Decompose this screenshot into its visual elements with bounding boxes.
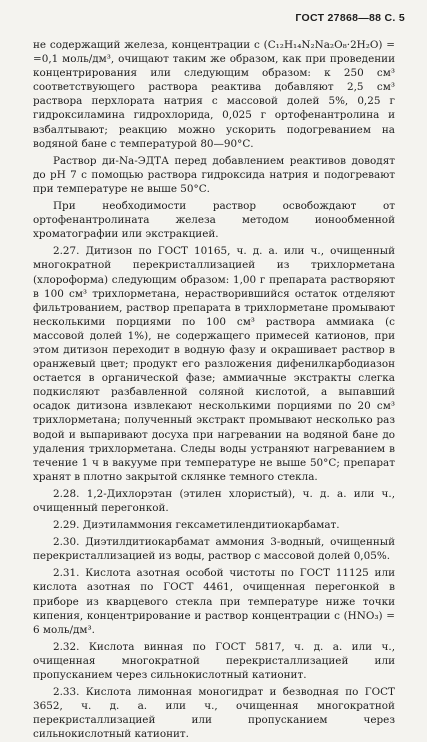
document-body [33,38,395,742]
paragraph-2-29: 2.29. Диэтиламмония гексаметилендитиокарбамат. [53,519,340,532]
paragraph-2-30: 2.30. Диэтилдитиокарбамат аммония 3-водный, очищенный перекристаллизацией из воды, раствор с массовой долей 0,05%. [33,536,395,563]
paragraph-continuation: не содержащий железа, концентрации c (C₁₂H₁₄N₂Na₂O₈·2H₂O) = =0,1 моль/дм³, очищают таким же образом, как при проведении концентрирования или следующим образом: к 250 см³ соответствующего раствора реактива добавляют 2,5 см³ раствора перхлората натрия с массовой долей 5%, 0,25 г гидроксиламина гидрохлорида, 0,025 г ортофенантролина и взбалтывают; реакцию можно ускорить подогреванием на водяной бане с температурой 80—90°С. [33,39,395,150]
paragraph-edta-ph: Раствор ди-Na-ЭДТА перед добавлением реактивов доводят до рН 7 с помощью раствора гидроксида натрия и подогревают при температуре не выше 50°С. [33,154,395,195]
paragraph-2-32: 2.32. Кислота винная по ГОСТ 5817, ч. д. а. или ч., очищенная многократной перекристаллизацией или пропусканием через сильнокислотный катионит. [33,640,395,682]
paragraph-purification-note: При необходимости раствор освобождают от ортофенантролината железа методом ионообменной хроматографии или экстракцией. [33,200,395,241]
running-header: ГОСТ 27868—88 С. 5 [295,12,405,24]
paragraph-2-33: 2.33. Кислота лимонная моногидрат и безводная по ГОСТ 3652, ч. д. а. или ч., очищенная многократной перекристаллизацией или пропусканием через сильнокислотный катионит. [33,686,395,741]
paragraph-2-27: 2.27. Дитизон по ГОСТ 10165, ч. д. а. или ч., очищенный многократной перекристаллизацией из трихлорметана (хлороформа) следующим образом: 1,00 г препарата растворяют в 100 см³ трихлорметана, нерастворившийся остаток отделяют фильтрованием, раствор препарата в трихлорметане промывают несколькими порциями по 100 см³ раствора аммиака (с массовой долей 1%), не содержащего примесей катионов, при этом дитизон переходит в водную фазу и окрашивает раствор в оранжевый цвет; продукт его разложения дифенилкарбодиазон остается в органической фазе; аммиачные экстракты слегка подкисляют разбавленной соляной кислотой, а выпавший осадок дитизона извлекают несколькими порциями по 20 см³ трихлорметана; полученный экстракт промывают несколько раз водой и выпаривают досуха при нагревании на водяной бане до удаления трихлорметана. Следы воды устраняют нагреванием в течение 1 ч в вакууме при температуре не выше 50°С; препарат хранят в плотно закрытой склянке темного стекла. [33,245,395,483]
paragraph-2-28: 2.28. 1,2-Дихлорэтан (этилен хлористый), ч. д. а. или ч., очищенный перегонкой. [33,487,395,514]
paragraph-2-31: 2.31. Кислота азотная особой чистоты по ГОСТ 11125 или кислота азотная по ГОСТ 4461, очищенная перегонкой в приборе из кварцевого стекла при температуре ниже точки кипения, концентрирование и раствор концентрации c (HNO₃) = 6 моль/дм³. [33,567,395,636]
